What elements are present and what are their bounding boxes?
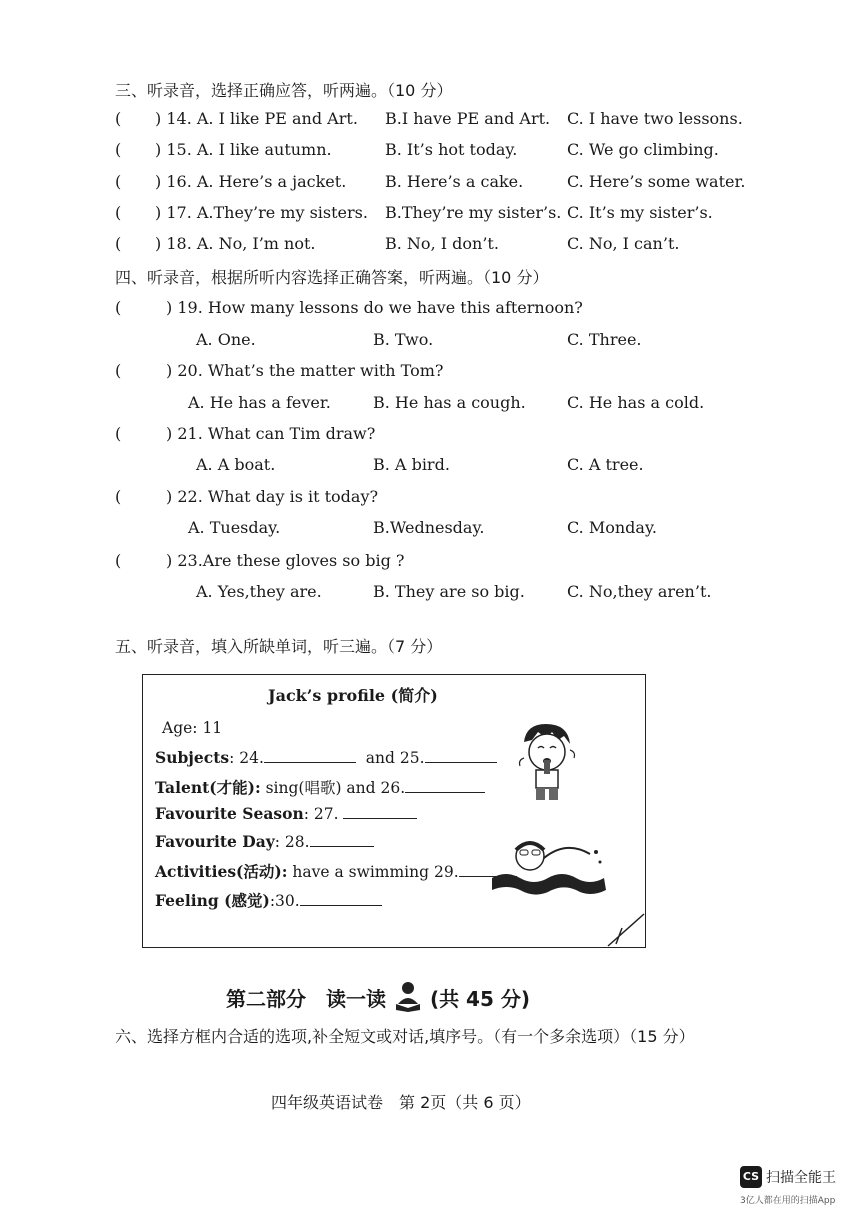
question-text: ) 22. What day is it today? (166, 487, 379, 506)
blank-28[interactable] (310, 832, 374, 847)
day-text: : 28. (274, 833, 310, 851)
blank-26[interactable] (405, 778, 485, 793)
activities-text: have a swimming 29. (287, 863, 459, 881)
profile-activities (155, 860, 517, 882)
profile-day (155, 832, 374, 851)
question-option-a: ) 16. A. Here’s a jacket. (155, 172, 347, 191)
answer-bracket[interactable]: ( (115, 234, 122, 253)
section-3-title: 三、听录音，选择正确应答，听两遍。（10 分） (115, 81, 453, 100)
camscanner-name: 扫描全能王 (766, 1170, 836, 1186)
blank-27[interactable] (343, 804, 417, 819)
answer-bracket[interactable]: ( (115, 298, 122, 317)
day-label: Favourite Day (155, 832, 275, 851)
option-c: C. He has a cold. (567, 393, 705, 412)
option-a: A. Tuesday. (188, 518, 281, 537)
activities-label: Activities(活动): (155, 862, 288, 881)
question-option-b: B. It’s hot today. (385, 140, 518, 159)
profile-subjects (155, 748, 497, 767)
question-text: ) 21. What can Tim draw? (166, 424, 376, 443)
option-a: A. One. (196, 330, 256, 349)
profile-feeling (155, 889, 382, 911)
talent-label: Talent(才能): (155, 778, 261, 797)
answer-bracket[interactable]: ( (115, 487, 122, 506)
page-curl-icon (606, 910, 650, 952)
subjects-text-b: and 25. (365, 749, 425, 767)
answer-bracket[interactable]: ( (115, 140, 122, 159)
option-a: A. A boat. (196, 455, 276, 474)
question-text: ) 19. How many lessons do we have this afternoon? (166, 298, 583, 317)
singing-boy-illustration (506, 720, 586, 808)
question-text: ) 23.Are these gloves so big ? (166, 551, 405, 570)
answer-bracket[interactable]: ( (115, 172, 122, 191)
answer-bracket[interactable]: ( (115, 424, 122, 443)
profile-talent (155, 776, 485, 798)
question-option-a: ) 14. A. I like PE and Art. (155, 109, 358, 128)
talent-text: sing(唱歌) and 26. (260, 779, 406, 797)
option-b: B.Wednesday. (373, 518, 485, 537)
question-option-b: B.They’re my sister’s. (385, 203, 562, 222)
question-option-c: C. No, I can’t. (567, 234, 680, 253)
answer-bracket[interactable]: ( (115, 203, 122, 222)
answer-bracket[interactable]: ( (115, 551, 122, 570)
option-b: B. A bird. (373, 455, 450, 474)
swimming-boy-illustration (486, 834, 612, 904)
option-c: C. No,they aren’t. (567, 582, 712, 601)
part-2-score: (共 45 分) (429, 987, 530, 1011)
question-option-b: B.I have PE and Art. (385, 109, 551, 128)
profile-age: Age: 11 (162, 719, 223, 737)
option-a: A. He has a fever. (188, 393, 331, 412)
answer-bracket[interactable]: ( (115, 109, 122, 128)
question-option-c: C. It’s my sister’s. (567, 203, 713, 222)
camscanner-logo: CS (740, 1166, 762, 1188)
blank-24[interactable] (264, 748, 356, 763)
option-c: C. A tree. (567, 455, 644, 474)
subjects-label: Subjects (155, 748, 230, 767)
question-option-b: B. Here’s a cake. (385, 172, 524, 191)
season-label: Favourite Season (155, 804, 304, 823)
profile-season (155, 804, 417, 823)
blank-25[interactable] (425, 748, 497, 763)
option-b: B. They are so big. (373, 582, 525, 601)
question-option-c: C. I have two lessons. (567, 109, 743, 128)
blank-30[interactable] (300, 891, 382, 906)
option-c: C. Monday. (567, 518, 657, 537)
season-text: : 27. (303, 805, 339, 823)
feeling-text: :30. (269, 892, 300, 910)
question-option-c: C. We go climbing. (567, 140, 719, 159)
section-5-title: 五、听录音，填入所缺单词，听三遍。（7 分） (115, 637, 443, 656)
camscanner-tagline: 3亿人都在用的扫描App (740, 1196, 836, 1206)
option-a: A. Yes,they are. (196, 582, 322, 601)
option-c: C. Three. (567, 330, 642, 349)
part-2-title: 第二部分 读一读 (226, 987, 386, 1011)
answer-bracket[interactable]: ( (115, 361, 122, 380)
question-option-b: B. No, I don’t. (385, 234, 499, 253)
reading-person-icon (393, 980, 423, 1012)
question-option-a: ) 18. A. No, I’m not. (155, 234, 316, 253)
question-text: ) 20. What’s the matter with Tom? (166, 361, 444, 380)
option-b: B. Two. (373, 330, 434, 349)
question-option-a: ) 15. A. I like autumn. (155, 140, 332, 159)
page-footer: 四年级英语试卷 第 2页（共 6 页） (271, 1093, 531, 1112)
feeling-label: Feeling (感觉) (155, 891, 270, 910)
question-option-a: ) 17. A.They’re my sisters. (155, 203, 368, 222)
subjects-text-a: : 24. (229, 749, 264, 767)
part-2-heading (226, 980, 530, 1012)
question-option-c: C. Here’s some water. (567, 172, 746, 191)
profile-title: Jack’s profile (简介) (268, 686, 438, 705)
section-6-title: 六、选择方框内合适的选项,补全短文或对话,填序号。（有一个多余选项）（15 分） (115, 1027, 695, 1046)
option-b: B. He has a cough. (373, 393, 526, 412)
section-4-title: 四、听录音，根据所听内容选择正确答案，听两遍。（10 分） (115, 268, 549, 287)
